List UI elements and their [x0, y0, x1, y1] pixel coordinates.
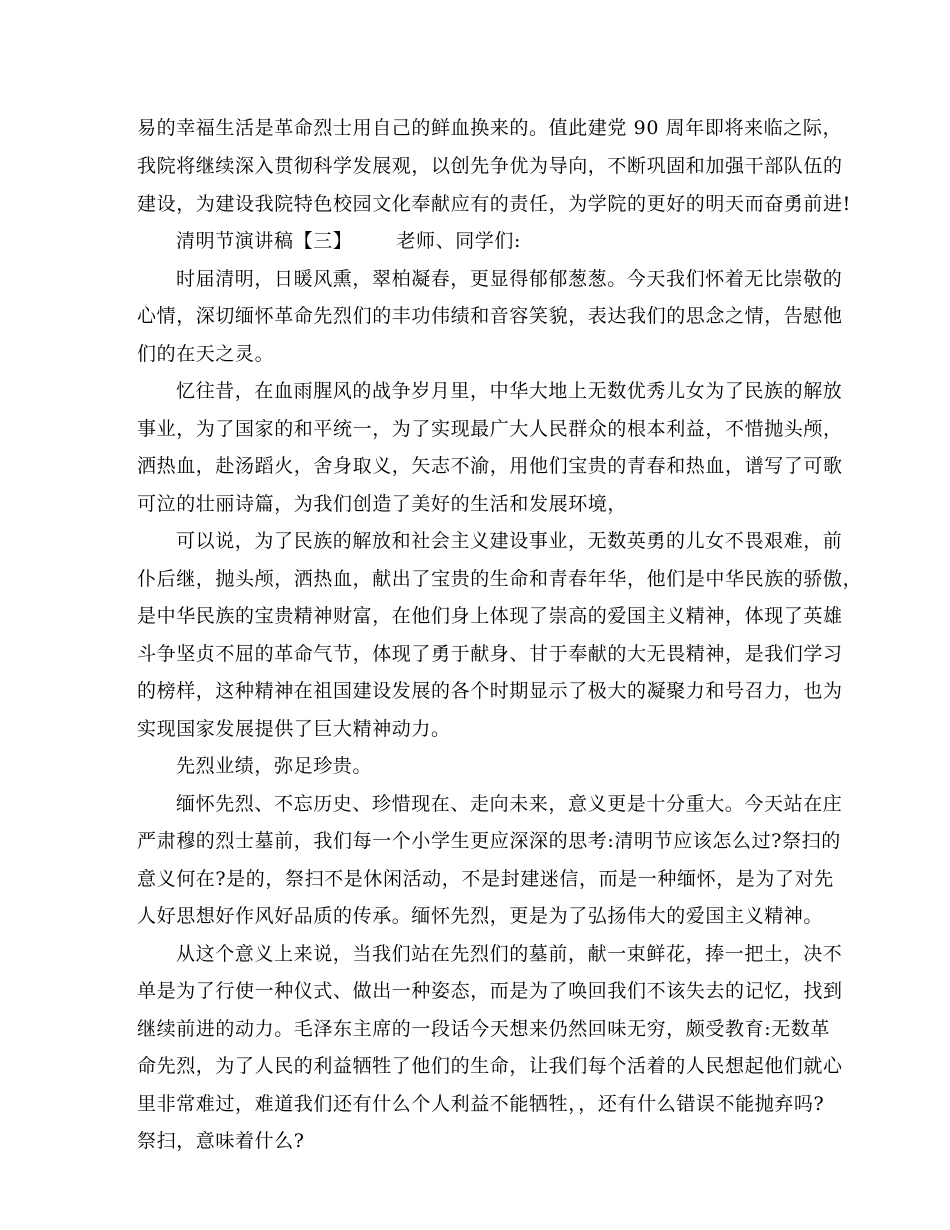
paragraph-start: 忆往昔，在血雨腥风的战争岁月里，中华大地上无数优秀儿女为了民族的解放	[176, 380, 843, 402]
text-line: 我院将继续深入贯彻科学发展观，以创先争优为导向，不断巩固和加强干部队伍的	[137, 155, 843, 177]
paragraph-start: 先烈业绩，弥足珍贵。	[176, 755, 373, 777]
text-line: 实现国家发展提供了巨大精神动力。	[137, 718, 451, 740]
text-line: 事业，为了国家的和平统一，为了实现最广大人民群众的根本利益，不惜抛头颅，	[137, 418, 843, 440]
text-line: 祭扫，意味着什么?	[137, 1130, 305, 1152]
text-line: 严肃穆的烈士墓前，我们每一个小学生更应深深的思考:清明节应该怎么过?祭扫的	[137, 830, 841, 852]
speech-title: 清明节演讲稿【三】	[176, 230, 353, 252]
text-line: 是中华民族的宝贵精神财富，在他们身上体现了崇高的爱国主义精神，体现了英雄	[137, 605, 843, 627]
text-line: 易的幸福生活是革命烈士用自己的鲜血换来的。值此建党 90 周年即将来临之际，	[137, 117, 843, 139]
speech-salutation: 老师、同学们:	[396, 230, 522, 252]
text-line: 继续前进的动力。毛泽东主席的一段话今天想来仍然回味无穷，颇受教育:无数革	[137, 1018, 831, 1040]
paragraph-start: 缅怀先烈、不忘历史、珍惜现在、走向未来，意义更是十分重大。今天站在庄	[176, 793, 843, 815]
text-line: 的榜样，这种精神在祖国建设发展的各个时期显示了极大的凝聚力和号召力，也为	[137, 680, 843, 702]
text-line: 可泣的壮丽诗篇，为我们创造了美好的生活和发展环境，	[137, 493, 628, 515]
text-line: 单是为了行使一种仪式、做出一种姿态，而是为了唤回我们不该失去的记忆，找到	[137, 980, 843, 1002]
text-line: 建设，为建设我院特色校园文化奉献应有的责任，为学院的更好的明天而奋勇前进!	[137, 193, 851, 215]
paragraph-start: 时届清明，日暖风熏，翠柏凝春，更显得郁郁葱葱。今天我们怀着无比崇敬的	[176, 268, 843, 290]
text-line: 仆后继，抛头颅，洒热血，献出了宝贵的生命和青春年华，他们是中华民族的骄傲，	[137, 568, 863, 590]
text-line: 里非常难过，难道我们还有什么个人利益不能牺牲，，还有什么错误不能抛弃吗?	[137, 1093, 825, 1115]
text-line: 心情，深切缅怀革命先烈们的丰功伟绩和音容笑貌，表达我们的思念之情，告慰他	[137, 305, 843, 327]
text-line: 斗争坚贞不屈的革命气节，体现了勇于献身、甘于奉献的大无畏精神，是我们学习	[137, 643, 843, 665]
text-line: 们的在天之灵。	[137, 343, 275, 365]
text-line: 人好思想好作风好品质的传承。缅怀先烈，更是为了弘扬伟大的爱国主义精神。	[137, 905, 824, 927]
text-line: 意义何在?是的，祭扫不是休闲活动，不是封建迷信，而是一种缅怀，是为了对先	[137, 868, 834, 890]
paragraph-start: 从这个意义上来说，当我们站在先烈们的墓前，献一束鲜花，捧一把土，决不	[176, 943, 843, 965]
paragraph-start: 可以说，为了民族的解放和社会主义建设事业，无数英勇的儿女不畏艰难，前	[176, 530, 843, 552]
text-line: 命先烈，为了人民的利益牺牲了他们的生命，让我们每个活着的人民想起他们就心	[137, 1055, 843, 1077]
speech-heading-line	[176, 230, 521, 252]
text-line: 洒热血，赴汤蹈火，舍身取义，矢志不渝，用他们宝贵的青春和热血，谱写了可歌	[137, 455, 843, 477]
